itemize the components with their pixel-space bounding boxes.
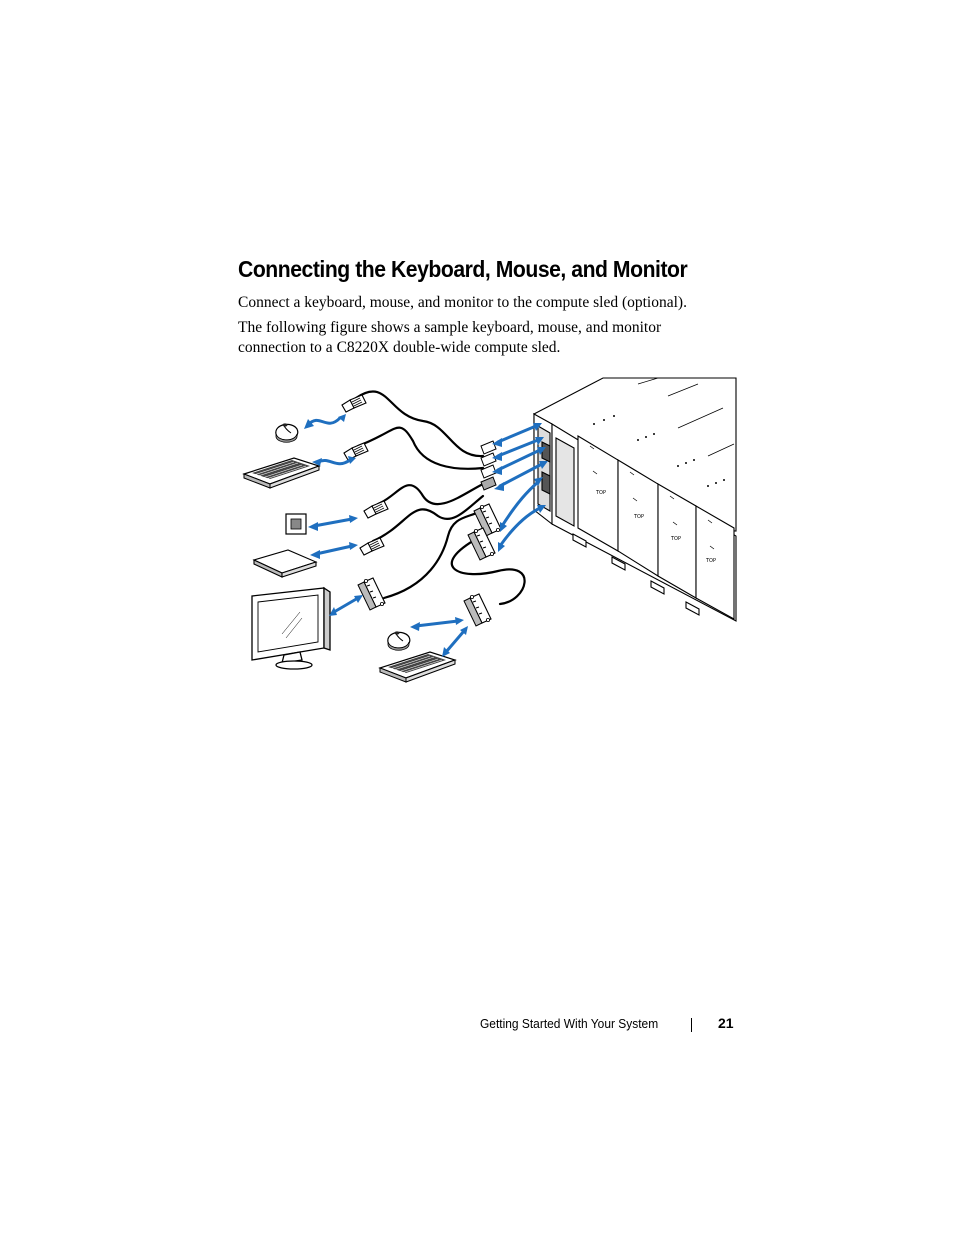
intro-paragraph: Connect a keyboard, mouse, and monitor to the compute sled (optional).: [238, 294, 687, 311]
usb-connector-icon: [344, 443, 368, 460]
connection-figure: [238, 376, 738, 686]
keyboard-icon: [380, 652, 455, 682]
network-switch-icon: [254, 550, 316, 577]
usb-connector-icon: [342, 395, 366, 412]
chassis-top-label-1: TOP: [596, 490, 607, 496]
mouse-icon: [276, 423, 298, 442]
chassis-top-label-4: TOP: [706, 558, 717, 564]
monitor-icon: [252, 588, 330, 669]
footer-section-title: Getting Started With Your System: [480, 1016, 659, 1031]
usb-connector-icon: [364, 501, 388, 518]
figure-description-paragraph: The following figure shows a sample keyboard, mouse, and monitor connection to a C8220X double-wide compute sled.: [238, 319, 662, 356]
footer-separator: [691, 1018, 692, 1032]
vga-connector-icon: [464, 594, 491, 626]
mouse-icon: [388, 631, 410, 650]
section-heading: Connecting the Keyboard, Mouse, and Monitor: [238, 256, 688, 282]
chassis-top-label-2: TOP: [634, 514, 645, 520]
page-number: 21: [718, 1015, 734, 1031]
vga-connector-icon: [358, 578, 385, 610]
page-footer: [480, 1015, 735, 1035]
network-jack-icon: [286, 514, 306, 534]
keyboard-icon: [244, 458, 319, 488]
chassis-top-label-3: TOP: [671, 536, 682, 542]
